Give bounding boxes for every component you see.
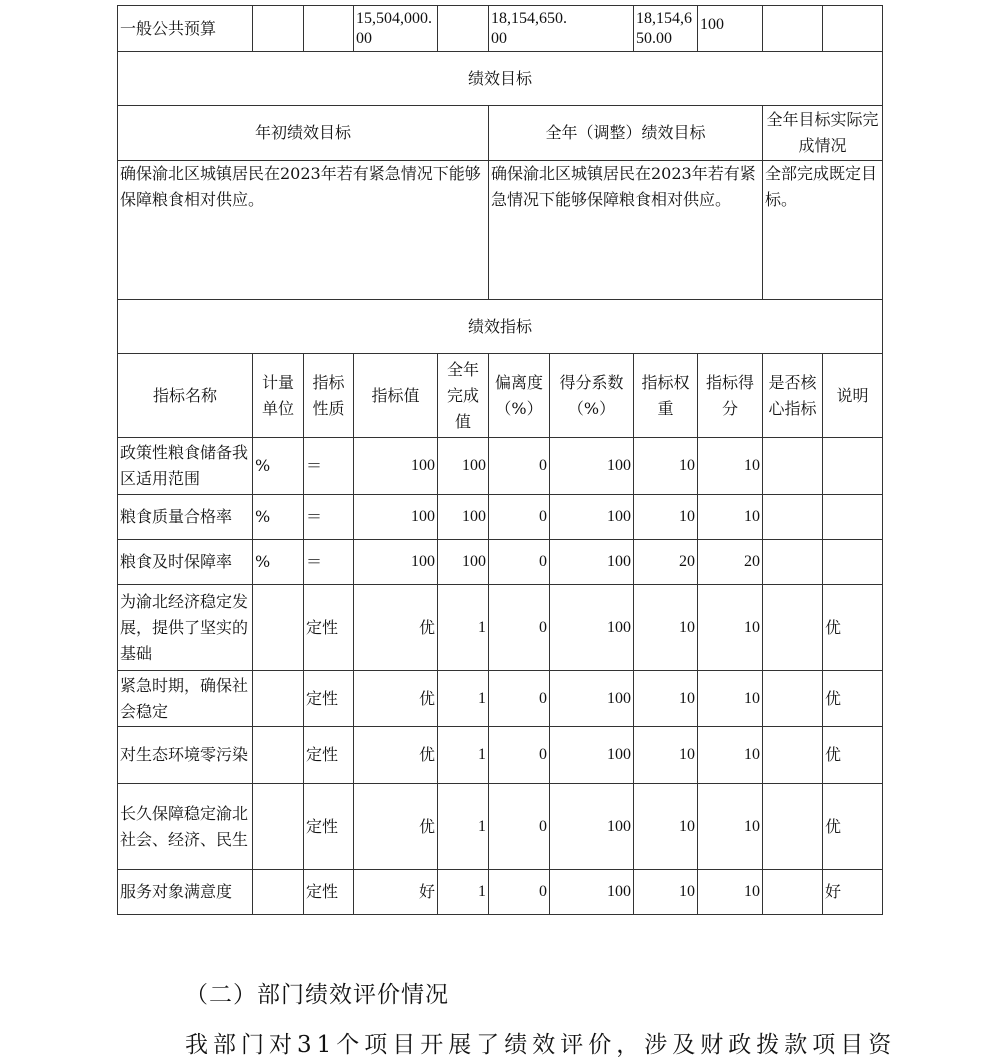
indicator-nature: ＝ — [304, 495, 354, 540]
table-row — [118, 671, 883, 727]
indicator-deviation: 0 — [489, 727, 550, 784]
body-paragraph: 我部门对31个项目开展了绩效评价，涉及财政拨款项目资 — [185, 1032, 897, 1058]
indicator-deviation: 0 — [489, 870, 550, 915]
indicator-weight: 20 — [634, 540, 698, 585]
indicator-nature: 定性 — [304, 870, 354, 915]
indicator-coefficient: 100 — [550, 438, 634, 495]
indicator-coefficient: 100 — [550, 870, 634, 915]
table-row — [118, 540, 883, 585]
indicator-target: 100 — [354, 540, 438, 585]
indicator-nature: ＝ — [304, 540, 354, 585]
indicator-nature: 定性 — [304, 671, 354, 727]
indicator-score: 10 — [698, 784, 763, 870]
indicator-score: 10 — [698, 727, 763, 784]
indicator-done: 1 — [438, 784, 489, 870]
header-core: 是否核心指标 — [763, 354, 823, 438]
col-adjusted-goal: 全年（调整）绩效目标 — [489, 106, 763, 161]
header-name: 指标名称 — [118, 354, 253, 438]
performance-table — [117, 5, 883, 915]
indicator-weight: 10 — [634, 784, 698, 870]
indicator-note: 优 — [823, 784, 883, 870]
indicator-unit: % — [253, 495, 304, 540]
indicator-core — [763, 438, 823, 495]
indicator-note — [823, 438, 883, 495]
header-done: 全年完成值 — [438, 354, 489, 438]
indicator-score: 10 — [698, 870, 763, 915]
indicator-coefficient: 100 — [550, 784, 634, 870]
header-note: 说明 — [823, 354, 883, 438]
indicator-name: 粮食质量合格率 — [118, 495, 253, 540]
indicator-unit — [253, 784, 304, 870]
indicator-score: 20 — [698, 540, 763, 585]
table-row — [118, 784, 883, 870]
indicator-name: 对生态环境零污染 — [118, 727, 253, 784]
indicator-target: 优 — [354, 585, 438, 671]
indicator-core — [763, 495, 823, 540]
header-score: 指标得分 — [698, 354, 763, 438]
indicator-core — [763, 727, 823, 784]
indicator-deviation: 0 — [489, 671, 550, 727]
indicator-core — [763, 784, 823, 870]
indicator-done: 1 — [438, 671, 489, 727]
indicator-coefficient: 100 — [550, 540, 634, 585]
indicator-note: 好 — [823, 870, 883, 915]
initial-goal-text: 确保渝北区城镇居民在2023年若有紧急情况下能够保障粮食相对供应。 — [118, 161, 489, 300]
indicator-weight: 10 — [634, 495, 698, 540]
header-coefficient: 得分系数（%） — [550, 354, 634, 438]
indicator-unit — [253, 671, 304, 727]
indicator-weight: 10 — [634, 870, 698, 915]
indicator-target: 优 — [354, 784, 438, 870]
indicator-note: 优 — [823, 585, 883, 671]
indicator-target: 100 — [354, 495, 438, 540]
indicator-note: 优 — [823, 727, 883, 784]
indicator-done: 100 — [438, 495, 489, 540]
indicator-note: 优 — [823, 671, 883, 727]
col-initial-goal: 年初绩效目标 — [118, 106, 489, 161]
indicator-name: 服务对象满意度 — [118, 870, 253, 915]
indicator-name: 紧急时期，确保社会稳定 — [118, 671, 253, 727]
indicator-deviation: 0 — [489, 495, 550, 540]
header-target: 指标值 — [354, 354, 438, 438]
indicator-name: 粮食及时保障率 — [118, 540, 253, 585]
indicator-nature: ＝ — [304, 438, 354, 495]
indicator-weight: 10 — [634, 671, 698, 727]
col-actual-completion: 全年目标实际完成情况 — [763, 106, 883, 161]
table-row — [118, 495, 883, 540]
indicator-done: 1 — [438, 585, 489, 671]
indicator-nature: 定性 — [304, 585, 354, 671]
indicator-header-row — [118, 354, 883, 438]
table-row — [118, 870, 883, 915]
section-heading: （二）部门绩效评价情况 — [185, 982, 449, 1008]
indicator-score: 10 — [698, 495, 763, 540]
annual-budget: 15,504,000.00 — [354, 6, 438, 52]
header-nature: 指标性质 — [304, 354, 354, 438]
indicator-core — [763, 870, 823, 915]
indicator-target: 优 — [354, 727, 438, 784]
indicator-nature: 定性 — [304, 727, 354, 784]
indicator-target: 优 — [354, 671, 438, 727]
actual-completion-text: 全部完成既定目标。 — [763, 161, 883, 300]
indicator-done: 100 — [438, 438, 489, 495]
indicator-core — [763, 540, 823, 585]
indicator-note — [823, 540, 883, 585]
indicator-coefficient: 100 — [550, 495, 634, 540]
indicator-unit: % — [253, 438, 304, 495]
indicator-coefficient: 100 — [550, 585, 634, 671]
indicator-nature: 定性 — [304, 784, 354, 870]
indicator-unit — [253, 727, 304, 784]
table-row — [118, 585, 883, 671]
budget-row — [118, 6, 883, 52]
indicator-rows — [118, 438, 883, 915]
indicator-core — [763, 585, 823, 671]
execution-rate: 100 — [698, 6, 763, 52]
indicator-deviation: 0 — [489, 585, 550, 671]
indicator-done: 100 — [438, 540, 489, 585]
indicator-note — [823, 495, 883, 540]
table-row — [118, 438, 883, 495]
indicator-name: 长久保障稳定渝北社会、经济、民生 — [118, 784, 253, 870]
indicator-score: 10 — [698, 671, 763, 727]
indicator-deviation: 0 — [489, 438, 550, 495]
budget-label: 一般公共预算 — [118, 6, 253, 52]
indicator-core — [763, 671, 823, 727]
header-unit: 计量单位 — [253, 354, 304, 438]
indicator-score: 10 — [698, 438, 763, 495]
table-row — [118, 727, 883, 784]
adjusted-budget: 18,154,650.00 — [489, 6, 634, 52]
adjusted-goal-text: 确保渝北区城镇居民在2023年若有紧急情况下能够保障粮食相对供应。 — [489, 161, 763, 300]
indicator-weight: 10 — [634, 727, 698, 784]
indicators-section-title: 绩效指标 — [118, 300, 883, 354]
goals-section-title: 绩效目标 — [118, 52, 883, 106]
indicator-name: 政策性粮食储备我区适用范围 — [118, 438, 253, 495]
executed-amount: 18,154,650.00 — [634, 6, 698, 52]
indicator-target: 好 — [354, 870, 438, 915]
indicator-target: 100 — [354, 438, 438, 495]
header-deviation: 偏离度（%） — [489, 354, 550, 438]
indicator-deviation: 0 — [489, 540, 550, 585]
indicator-name: 为渝北经济稳定发展，提供了坚实的基础 — [118, 585, 253, 671]
indicator-coefficient: 100 — [550, 727, 634, 784]
indicator-weight: 10 — [634, 438, 698, 495]
indicator-unit: % — [253, 540, 304, 585]
indicator-done: 1 — [438, 727, 489, 784]
indicator-unit — [253, 585, 304, 671]
indicator-done: 1 — [438, 870, 489, 915]
header-weight: 指标权重 — [634, 354, 698, 438]
indicator-weight: 10 — [634, 585, 698, 671]
indicator-unit — [253, 870, 304, 915]
indicator-deviation: 0 — [489, 784, 550, 870]
indicator-coefficient: 100 — [550, 671, 634, 727]
indicator-score: 10 — [698, 585, 763, 671]
